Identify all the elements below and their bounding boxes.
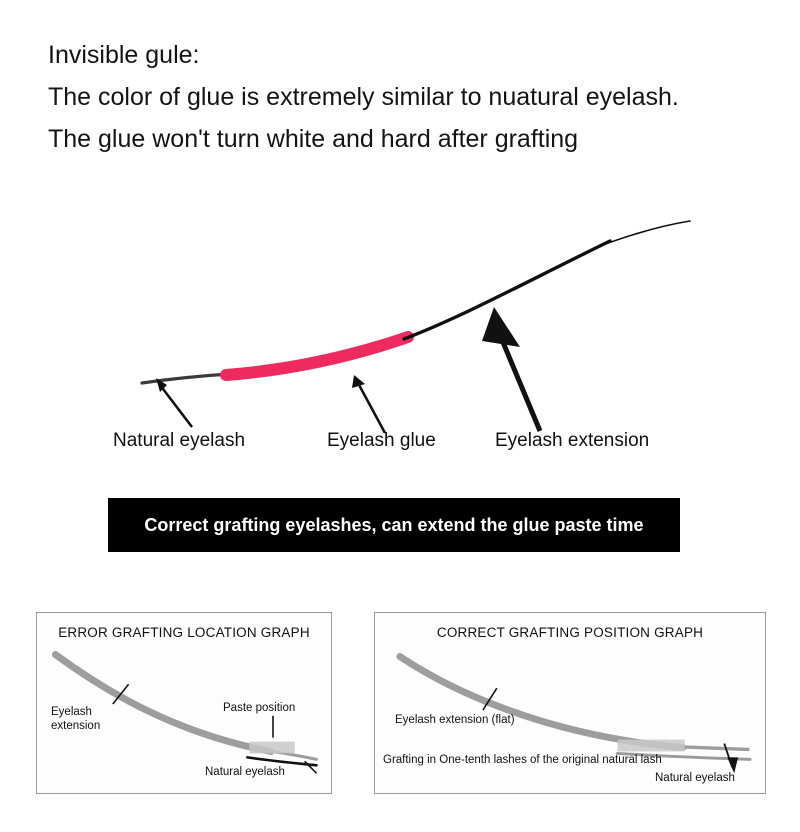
error-label-natural-eyelash: Natural eyelash: [205, 766, 285, 778]
heading-line-2: The color of glue is extremely similar to nuatural eyelash.: [48, 83, 679, 111]
banner: [108, 498, 680, 552]
label-eyelash-glue: Eyelash glue: [327, 430, 436, 451]
arrow-natural-eyelash: [156, 378, 192, 427]
heading-line-3: The glue won't turn white and hard after grafting: [48, 125, 579, 153]
extension-tip-stroke: [600, 221, 690, 246]
panel-correct-title: CORRECT GRAFTING POSITION GRAPH: [436, 625, 704, 640]
extension-stroke: [404, 241, 610, 339]
panel-correct-grafting: [374, 612, 766, 794]
illustration-label-row: [0, 430, 800, 460]
arrow-eyelash-glue: [352, 375, 385, 433]
arrow-eyelash-extension: [482, 307, 540, 431]
banner-text: Correct grafting eyelashes, can extend the glue paste time: [144, 514, 644, 535]
extension-curve: [400, 657, 683, 748]
correct-label-natural-eyelash: Natural eyelash: [655, 772, 735, 784]
paste-position-band: [249, 742, 294, 754]
correct-label-grafting-note: Grafting in One-tenth lashes of the original natural lash: [383, 754, 662, 766]
error-label-paste-position: Paste position: [223, 702, 296, 714]
panel-error-grafting: [36, 612, 332, 794]
glue-stroke: [226, 337, 408, 375]
natural-lash-stroke: [142, 374, 230, 383]
label-natural-eyelash: Natural eyelash: [113, 430, 246, 451]
label-eyelash-extension: Eyelash extension: [495, 430, 650, 451]
heading-line-1: Invisible gule:: [48, 41, 200, 69]
pointer-natural: [305, 761, 317, 773]
error-label-extension-line2: extension: [51, 720, 101, 732]
panel-error-title: ERROR GRAFTING LOCATION GRAPH: [58, 625, 310, 640]
error-label-eyelash-extension: [51, 705, 121, 733]
grafting-band: [617, 740, 684, 752]
heading-block: [48, 34, 768, 160]
error-label-extension-line1: Eyelash: [51, 706, 92, 718]
correct-label-eyelash-extension: Eyelash extension (flat): [395, 714, 515, 726]
